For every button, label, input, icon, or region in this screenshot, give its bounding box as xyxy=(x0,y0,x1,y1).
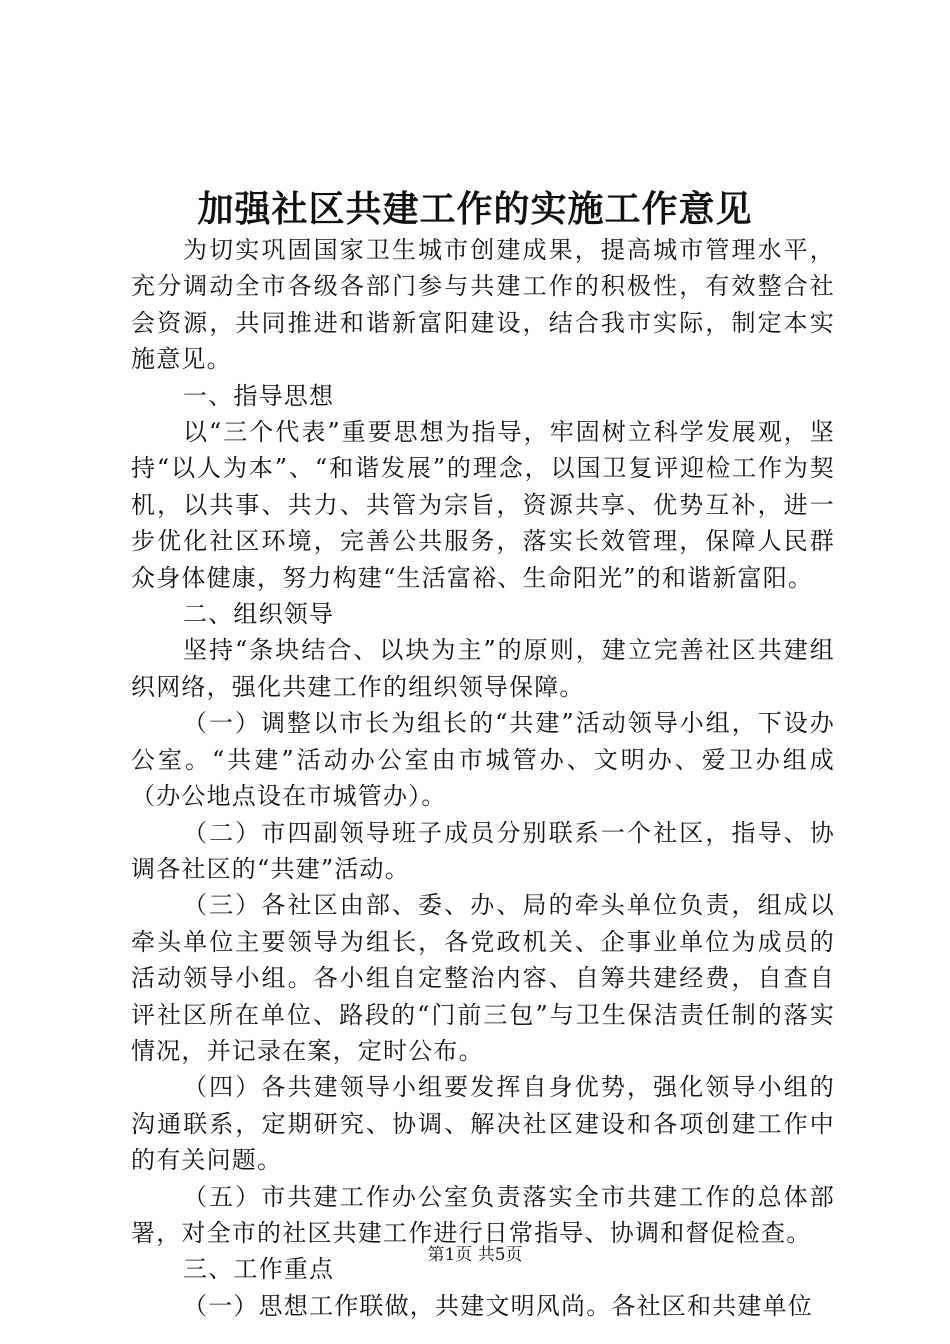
section-heading-guiding-ideology: 一、指导思想 xyxy=(183,381,335,410)
document-body xyxy=(131,232,835,1324)
organization-item-3: （三）各社区由部、委、办、局的牵头单位负责，组成以牵头单位主要领导为组长，各党政机关、企事业单位为成员的活动领导小组。各小组自定整治内容、自筹共建经费，自查自评社区所在单位、路段的“门前三包”与卫生保洁责任制的落实情况，并记录在案，定时公布。 xyxy=(131,891,835,1065)
guiding-ideology-paragraph: 以“三个代表”重要思想为指导，牢固树立科学发展观，坚持“以人为本”、“和谐发展”的理念，以国卫复评迎检工作为契机，以共事、共力、共管为宗旨，资源共享、优势互补，进一步优化社区环境，完善公共服务，落实长效管理，保障人民群众身体健康，努力构建“生活富裕、生命阳光”的和谐新富阳。 xyxy=(131,418,835,592)
organization-paragraph: 坚持“条块结合、以块为主”的原则，建立完善社区共建组织网络，强化共建工作的组织领导保障。 xyxy=(131,636,835,701)
section-heading-organization: 二、组织领导 xyxy=(183,600,335,629)
document-title: 加强社区共建工作的实施工作意见 xyxy=(197,188,753,230)
page-footer: 第1页 共5页 xyxy=(427,1245,523,1265)
intro-paragraph: 为切实巩固国家卫生城市创建成果，提高城市管理水平，充分调动全市各级各部门参与共建工作的积极性，有效整合社会资源，共同推进和谐新富阳建设，结合我市实际，制定本实施意见。 xyxy=(131,236,835,374)
organization-item-1: （一）调整以市长为组长的“共建”活动领导小组，下设办公室。“共建”活动办公室由市城管办、文明办、爱卫办组成（办公地点设在市城管办）。 xyxy=(131,709,835,811)
section-heading-key-work: 三、工作重点 xyxy=(183,1255,335,1284)
organization-item-4: （四）各共建领导小组要发挥自身优势，强化领导小组的沟通联系，定期研究、协调、解决社区建设和各项创建工作中的有关问题。 xyxy=(131,1073,835,1175)
organization-item-2: （二）市四副领导班子成员分别联系一个社区，指导、协调各社区的“共建”活动。 xyxy=(131,818,835,883)
key-work-item-1: （一）思想工作联做，共建文明风尚。各社区和共建单位 xyxy=(183,1291,813,1320)
organization-item-5: （五）市共建工作办公室负责落实全市共建工作的总体部署，对全市的社区共建工作进行日常指导、协调和督促检查。 xyxy=(131,1182,835,1247)
